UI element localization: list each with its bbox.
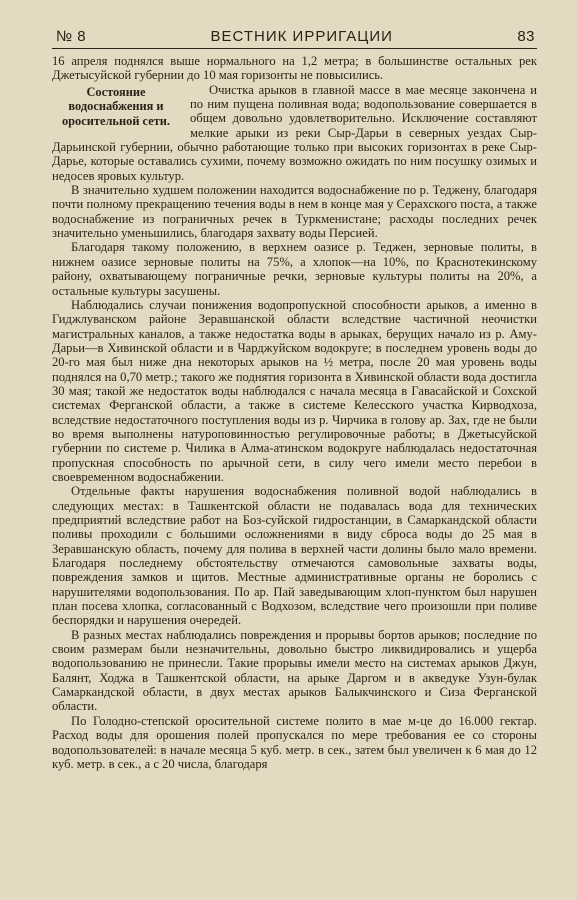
- paragraph: Благодаря такому положению, в верхнем оазисе р. Теджен, зерновые политы, в нижнем оазисе зерновые политы на 75%, а хлопок—на 10%, по Краснотекинскому району, охватывающему пограничные речки, зерновые культуры политы на 20%, а остальные культуры засушены.: [52, 240, 537, 298]
- paragraph: Отдельные факты нарушения водоснабжения поливной водой наблюдались в следующих местах: в Ташкентской области не подавалась вода для технических предприятий вследствие работ на Боз-суйской гидростанции, в Самаркандской области поливы проходили с большими осложнениями в виду сброса воды до 25 мая в Зеравшанскую область, почему для полива в верхней части долины было мало времени. Благодаря последнему обстоятельству отмечаются самовольные захваты воды, повреждения замков и щитов. Местные административные органы не боролись с нарушителями водопользования. По ар. Пай заведывающим хлоп-пунктом был нарушен план посева хлопка, согласованный с Водхозом, вследствие чего произошли при поливе беспорядки и нарушения очередей.: [52, 484, 537, 628]
- page-header: [52, 28, 537, 49]
- page-number: 83: [517, 28, 535, 45]
- paragraph: Наблюдались случаи понижения водопропускной способности арыков, а именно в Гиджлуванском районе Зеравшанской области вследствие частичной неочистки магистральных каналов, а также недостатка воды в арыках, берущих начало из р. Аму-Дарьи—в Хивинской области и в Чарджуйском водокруге; в последнем уровень воды до 20-го мая был ниже дна некоторых арыков на ½ метра, после 20 мая уровень воды поднялся на 0,70 метр.; такого же поднятия горизонта в Хивинской области вода достигла 30 мая; такой же недостаток воды наблюдался с начала месяца в Гавасайской и Сохской системах Ферганской области, а также в системе Келесского участка Кирводхоза, вследствие недостаточного поступления воды из р. Чирчика в голову ар. Зах, где не были во время выполнены натуроповинностью регулировочные работы; в Джетысуйской губернии по системе р. Чилика в Алма-атинском водокруге наблюдалась недостаточная пропускная способность по арычной сети, в силу чего имели место перебои в своевременном водоснабжении.: [52, 297, 537, 484]
- paragraph: По Голодно-степской оросительной системе полито в мае м-це до 16.000 гектар. Расход воды для орошения полей пропускался по мере требования ее со стороны водопользователей: в начале месяца 5 куб. метр. в сек., затем был увеличен к 6 мая до 12 куб. метр. в сек., а с 20 числа, благодаря: [52, 713, 537, 771]
- paragraph: В разных местах наблюдались повреждения и прорывы бортов арыков; последние по своим размерам были незначительны, довольно быстро ликвидировались и ущерба водопользованию не принесли. Такие прорывы имели место на системах арыков Джун, Балянт, Ходжа в Ташкентской области, на арыке Даргом и в акведуке Узун-булак Самаркандской области, в двух местах арыков Балыкчинского и Сиза Ферганской области.: [52, 627, 537, 714]
- issue-number: № 8: [56, 28, 87, 45]
- paragraph: Очистка арыков в главной массе в мае месяце закончена и по ним пущена поливная вода; водопользование совершается в общем довольно удовлетворительно. Исключение составляют мелкие арыки из реки Сыр-Дарьи в северных уездах Сыр-Дарьинской губернии, обычно работающие только при высоких горизонтах в реке Сыр-Дарье, которые оставались сухими, почему возможно ожидать по ним посушку озимых и недосев яровых культур.: [52, 82, 537, 183]
- paragraph: 16 апреля поднялся выше нормального на 1,2 метра; в большинстве остальных рек Джетысуйской губернии до 10 мая горизонты не повысились.: [52, 54, 537, 83]
- paragraph: В значительно худшем положении находится водоснабжение по р. Теджену, благодаря почти полному прекращению течения воды в нем в конце мая у Серахского поста, а также водоснабжение из пограничных речек в Туркменистане; расходы последних речек значительно уменьшились, благодаря захвату воды Персией.: [52, 183, 537, 241]
- body-text: [52, 54, 537, 771]
- side-heading: Состояние водоснабжения и оросительной сети.: [61, 84, 171, 128]
- journal-title: ВЕСТНИК ИРРИГАЦИИ: [210, 28, 393, 45]
